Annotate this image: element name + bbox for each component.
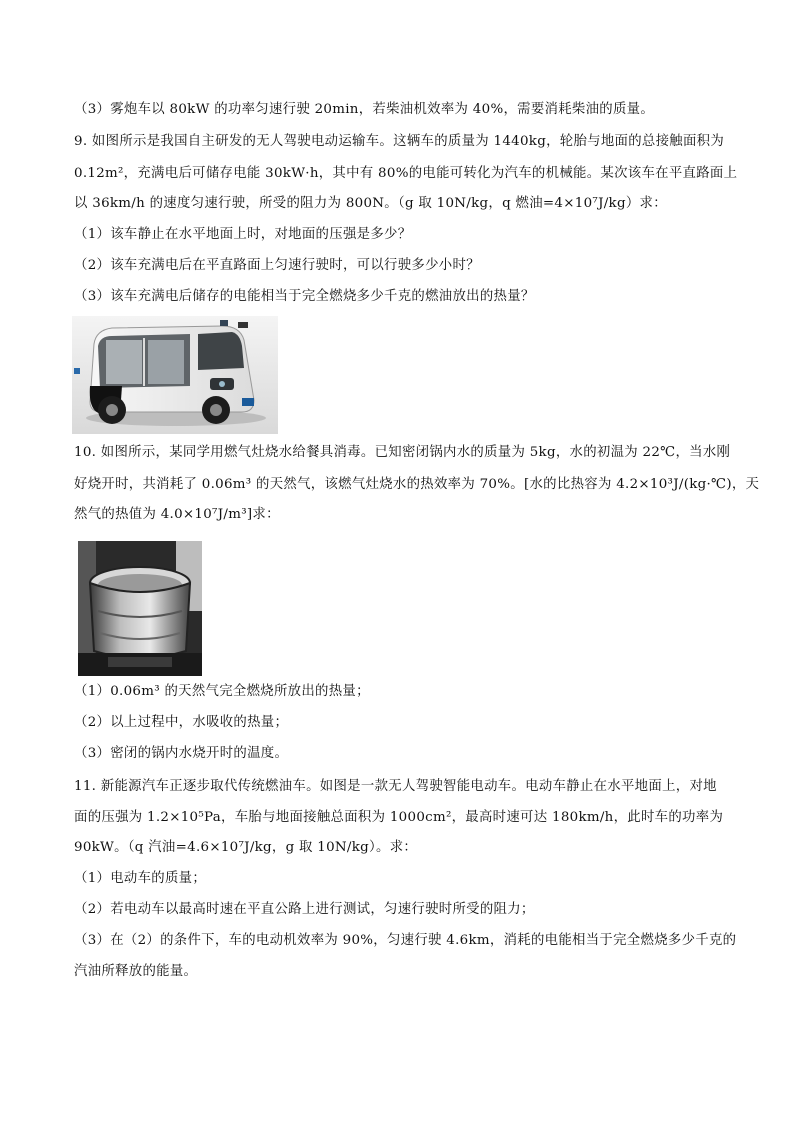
problem-10-question-2: （2）以上过程中，水吸收的热量； bbox=[74, 715, 289, 730]
problem-11-question-1: （1）电动车的质量； bbox=[74, 871, 207, 886]
problem-11-line-2: 面的压强为 1.2×10⁵Pa，车胎与地面接触总面积为 1000cm²，最高时速可达 180km/h，此时车的功率为 bbox=[74, 810, 724, 825]
problem-9-question-3: （3）该车充满电后储存的电能相当于完全燃烧多少千克的燃油放出的热量？ bbox=[74, 289, 535, 304]
problem-11-question-3-line-1: （3）在（2）的条件下，车的电动机效率为 90%，匀速行驶 4.6km，消耗的电能相当于完全燃烧多少千克的 bbox=[74, 933, 737, 948]
problem-9-line-3: 以 36km/h 的速度匀速行驶，所受的阻力为 800N。（g 取 10N/kg，q 燃油=4×10⁷J/kg）求： bbox=[74, 196, 667, 211]
electric-vehicle-image bbox=[72, 316, 278, 434]
problem-10-question-3: （3）密闭的锅内水烧开时的温度。 bbox=[74, 746, 289, 761]
pot-on-stove-image bbox=[78, 541, 202, 676]
problem-9-question-2: （2）该车充满电后在平直路面上匀速行驶时，可以行驶多少小时？ bbox=[74, 258, 480, 273]
problem-9-line-2: 0.12m²，充满电后可储存电能 30kW·h，其中有 80%的电能可转化为汽车的机械能。某次该车在平直路面上 bbox=[74, 166, 738, 181]
problem-10-line-1: 10. 如图所示，某同学用燃气灶烧水给餐具消毒。已知密闭锅内水的质量为 5kg，水的初温为 22℃，当水刚 bbox=[74, 445, 731, 460]
problem-11-line-3: 90kW。（q 汽油=4.6×10⁷J/kg，g 取 10N/kg）。求： bbox=[74, 840, 418, 855]
pot-on-stove-figure bbox=[78, 541, 202, 676]
problem-11-line-1: 11. 新能源汽车正逐步取代传统燃油车。如图是一款无人驾驶智能电动车。电动车静止在水平地面上，对地 bbox=[74, 779, 717, 794]
problem-10-question-1: （1）0.06m³ 的天然气完全燃烧所放出的热量； bbox=[74, 684, 370, 699]
problem-10-line-3: 然气的热值为 4.0×10⁷J/m³]求： bbox=[74, 507, 280, 522]
problem-11-question-3-line-2: 汽油所释放的能量。 bbox=[74, 964, 198, 979]
electric-vehicle-figure bbox=[72, 316, 278, 434]
problem-9-question-1: （1）该车静止在水平地面上时，对地面的压强是多少？ bbox=[74, 227, 412, 242]
problem-9-line-1: 9. 如图所示是我国自主研发的无人驾驶电动运输车。这辆车的质量为 1440kg，轮胎与地面的总接触面积为 bbox=[74, 134, 725, 149]
problem-8-part-3: （3）雾炮车以 80kW 的功率匀速行驶 20min，若柴油机效率为 40%，需要消耗柴油的质量。 bbox=[74, 102, 655, 117]
problem-10-line-2: 好烧开时，共消耗了 0.06m³ 的天然气，该燃气灶烧水的热效率为 70%。[水的比热容为 4.2×10³J/(kg·℃)，天 bbox=[74, 477, 760, 492]
problem-11-question-2: （2）若电动车以最高时速在平直公路上进行测试，匀速行驶时所受的阻力； bbox=[74, 902, 535, 917]
